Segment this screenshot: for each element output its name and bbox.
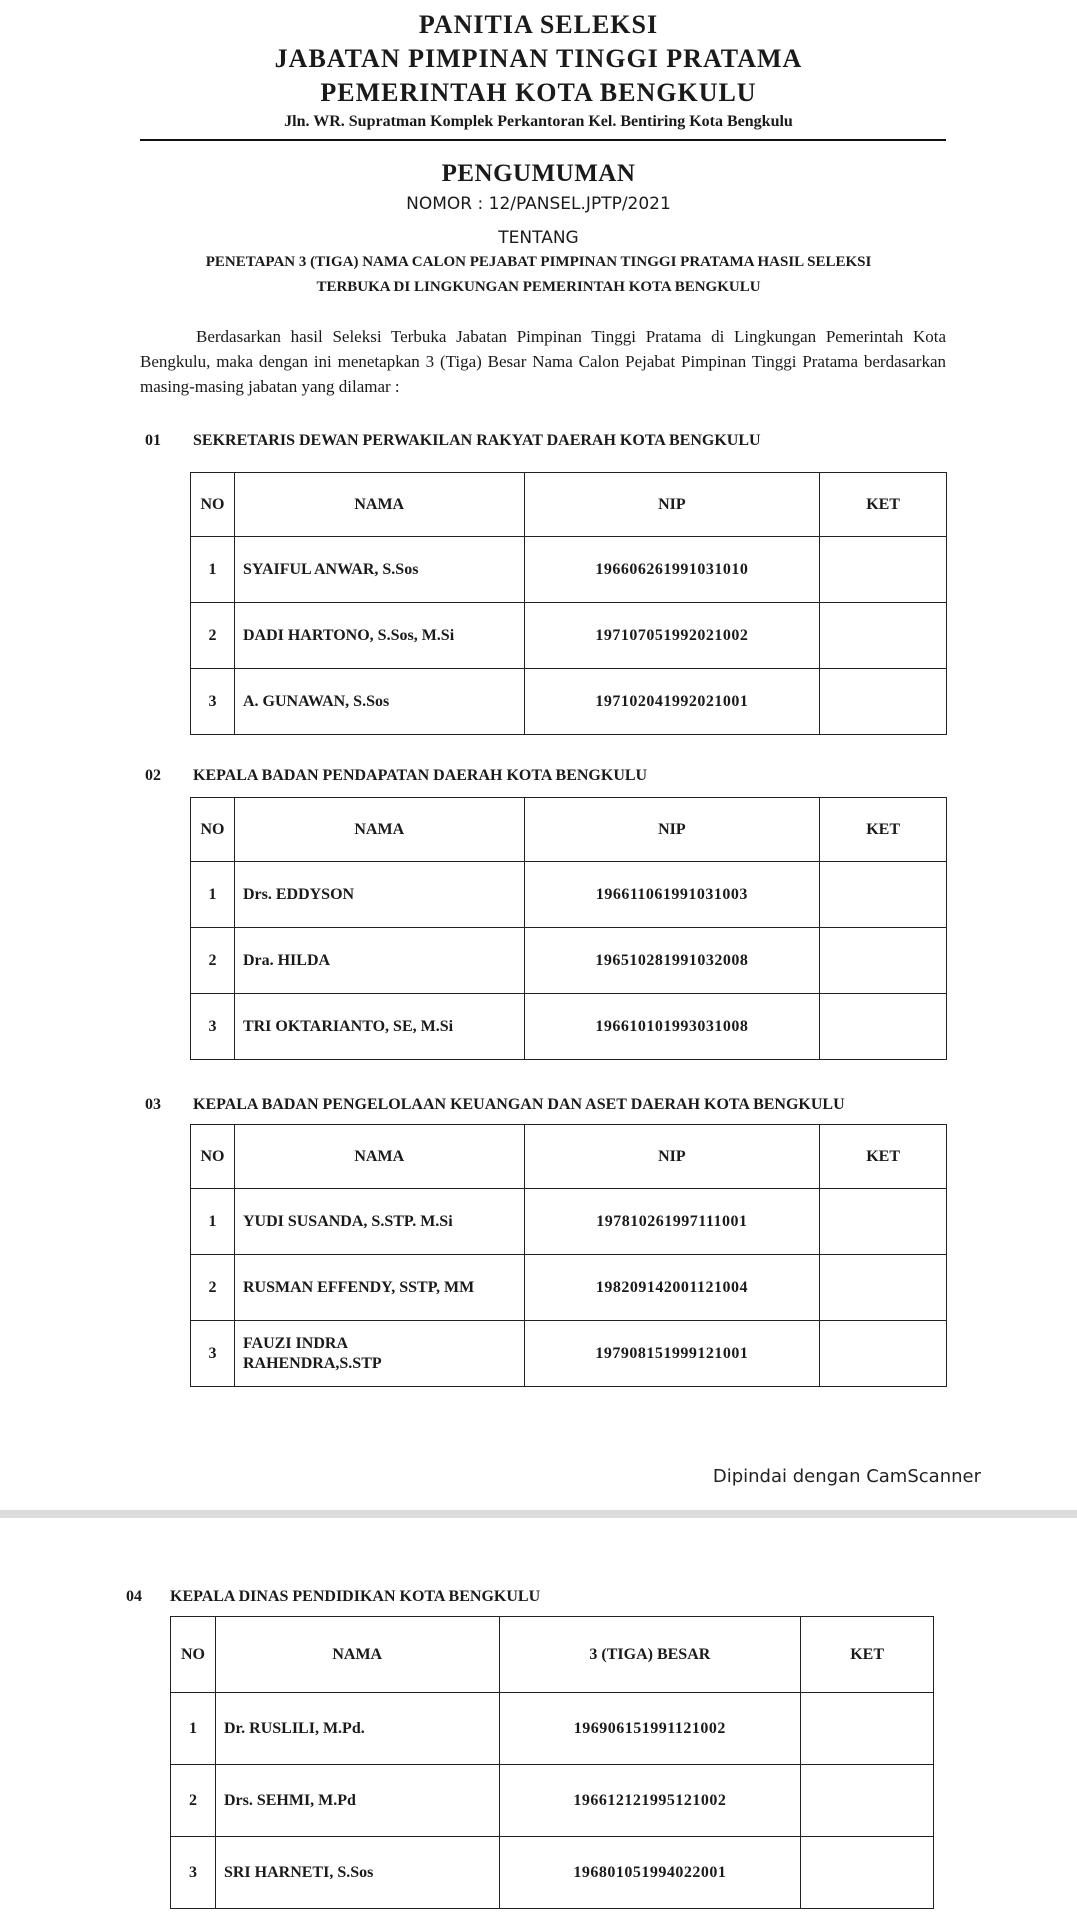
row-nama-line2: RAHENDRA,S.STP [242, 1354, 382, 1372]
section-title: KEPALA BADAN PENDAPATAN DAERAH KOTA BENGKULU [193, 767, 648, 784]
row-nama: Dra. HILDA [234, 928, 524, 994]
table-row [171, 1765, 934, 1837]
row-nip: 197810261997111001 [524, 1189, 820, 1255]
intro-paragraph-text: Berdasarkan hasil Seleksi Terbuka Jabatan Pimpinan Tinggi Pratama di Lingkungan Pemerintah Kota Bengkulu, maka dengan ini menetapkan 3 (Tiga) Besar Nama Calon Pejabat Pimpinan Tinggi Pratama berdasarkan masing-masing jabatan yang dilamar : [140, 327, 946, 396]
row-nip: 197908151999121001 [524, 1321, 820, 1387]
section-title: KEPALA DINAS PENDIDIKAN KOTA BENGKULU [170, 1588, 541, 1605]
row-nip: 196611061991031003 [524, 862, 820, 928]
header-nama: NAMA [234, 1125, 524, 1189]
row-nama: TRI OKTARIANTO, SE, M.Si [234, 994, 524, 1060]
header-ket: KET [820, 1125, 947, 1189]
row-no: 2 [191, 1255, 235, 1321]
header-no: NO [191, 1125, 235, 1189]
subject-line-1: PENETAPAN 3 (TIGA) NAMA CALON PEJABAT PIMPINAN TINGGI PRATAMA HASIL SELEKSI [205, 254, 872, 270]
row-nama: SRI HARNETI, S.Sos [215, 1837, 499, 1909]
header-divider [140, 139, 946, 141]
section-number: 01 [145, 432, 161, 449]
position-title: JABATAN PIMPINAN TINGGI PRATAMA [274, 44, 803, 73]
row-no: 2 [191, 928, 235, 994]
row-nama: Drs. EDDYSON [234, 862, 524, 928]
row-nama: Dr. RUSLILI, M.Pd. [215, 1693, 499, 1765]
section-04-title [126, 1588, 540, 1606]
row-no: 3 [191, 669, 235, 735]
row-ket [801, 1693, 934, 1765]
header-ket: KET [801, 1617, 934, 1693]
camscanner-watermark: Dipindai dengan CamScanner [712, 1466, 981, 1487]
about-label: TENTANG [498, 228, 579, 248]
table-header-row [191, 798, 947, 862]
row-nama: RUSMAN EFFENDY, SSTP, MM [234, 1255, 524, 1321]
row-nip: 196610101993031008 [524, 994, 820, 1060]
table-row [191, 1255, 947, 1321]
row-no: 2 [171, 1765, 216, 1837]
announcement-number: NOMOR : 12/PANSEL.JPTP/2021 [406, 194, 671, 214]
row-no: 1 [191, 537, 235, 603]
header-no: NO [171, 1617, 216, 1693]
table-header-row [191, 1125, 947, 1189]
subject-line-2: TERBUKA DI LINGKUNGAN PEMERINTAH KOTA BENGKULU [316, 279, 761, 295]
row-nip: 196510281991032008 [524, 928, 820, 994]
table-row [191, 537, 947, 603]
header-nama: NAMA [234, 798, 524, 862]
table-row [191, 603, 947, 669]
candidates-table-02 [190, 797, 947, 1060]
table-row [191, 1189, 947, 1255]
row-nama: YUDI SUSANDA, S.STP. M.Si [234, 1189, 524, 1255]
row-no: 1 [191, 862, 235, 928]
header-ket: KET [820, 798, 947, 862]
row-no: 1 [191, 1189, 235, 1255]
row-ket [820, 537, 947, 603]
intro-paragraph [140, 324, 946, 399]
row-no: 3 [171, 1837, 216, 1909]
section-number: 02 [145, 767, 161, 784]
row-nama [234, 1321, 524, 1387]
row-ket [820, 669, 947, 735]
row-no: 3 [191, 1321, 235, 1387]
row-nip: 198209142001121004 [524, 1255, 820, 1321]
candidates-table-04 [170, 1616, 934, 1909]
row-nama: DADI HARTONO, S.Sos, M.Si [234, 603, 524, 669]
announcement-title: PENGUMUMAN [441, 160, 636, 187]
row-no: 2 [191, 603, 235, 669]
candidates-table-03 [190, 1124, 947, 1387]
section-03-title [145, 1096, 845, 1114]
row-nama: SYAIFUL ANWAR, S.Sos [234, 537, 524, 603]
row-ket [801, 1837, 934, 1909]
table-header-row [191, 473, 947, 537]
row-nama: Drs. SEHMI, M.Pd [215, 1765, 499, 1837]
table-row [191, 862, 947, 928]
header-nip: NIP [524, 798, 820, 862]
header-nip: 3 (TIGA) BESAR [499, 1617, 801, 1693]
row-nama: A. GUNAWAN, S.Sos [234, 669, 524, 735]
row-ket [820, 603, 947, 669]
row-nip: 196801051994022001 [499, 1837, 801, 1909]
header-nip: NIP [524, 1125, 820, 1189]
row-no: 3 [191, 994, 235, 1060]
row-ket [820, 862, 947, 928]
row-no: 1 [171, 1693, 216, 1765]
section-01-title [145, 432, 761, 450]
table-row [191, 994, 947, 1060]
row-nama-line1: FAUZI INDRA [242, 1334, 348, 1352]
row-ket [820, 1321, 947, 1387]
header-nip: NIP [524, 473, 820, 537]
row-ket [801, 1765, 934, 1837]
row-nip: 197102041992021001 [524, 669, 820, 735]
committee-title: PANITIA SELEKSI [418, 10, 659, 39]
section-title: KEPALA BADAN PENGELOLAAN KEUANGAN DAN ASET DAERAH KOTA BENGKULU [193, 1096, 845, 1113]
table-row [171, 1837, 934, 1909]
header-nama: NAMA [215, 1617, 499, 1693]
header-nama: NAMA [234, 473, 524, 537]
row-ket [820, 1255, 947, 1321]
page-separator [0, 1510, 1077, 1518]
section-number: 03 [145, 1096, 161, 1113]
government-title: PEMERINTAH KOTA BENGKULU [320, 78, 757, 107]
header-no: NO [191, 798, 235, 862]
section-02-title [145, 767, 647, 785]
section-title: SEKRETARIS DEWAN PERWAKILAN RAKYAT DAERAH KOTA BENGKULU [193, 432, 761, 449]
scanned-page-2 [0, 1518, 1077, 1915]
row-ket [820, 994, 947, 1060]
row-nip: 196606261991031010 [524, 537, 820, 603]
candidates-table-01 [190, 472, 947, 735]
row-nip: 196906151991121002 [499, 1693, 801, 1765]
row-nip: 197107051992021002 [524, 603, 820, 669]
table-header-row [171, 1617, 934, 1693]
header-no: NO [191, 473, 235, 537]
row-nip: 196612121995121002 [499, 1765, 801, 1837]
table-row [171, 1693, 934, 1765]
table-row [191, 928, 947, 994]
row-ket [820, 1189, 947, 1255]
header-ket: KET [820, 473, 947, 537]
row-ket [820, 928, 947, 994]
table-row [191, 1321, 947, 1387]
address: Jln. WR. Supratman Komplek Perkantoran Kel. Bentiring Kota Bengkulu [284, 113, 793, 130]
section-number: 04 [126, 1588, 142, 1605]
table-row [191, 669, 947, 735]
